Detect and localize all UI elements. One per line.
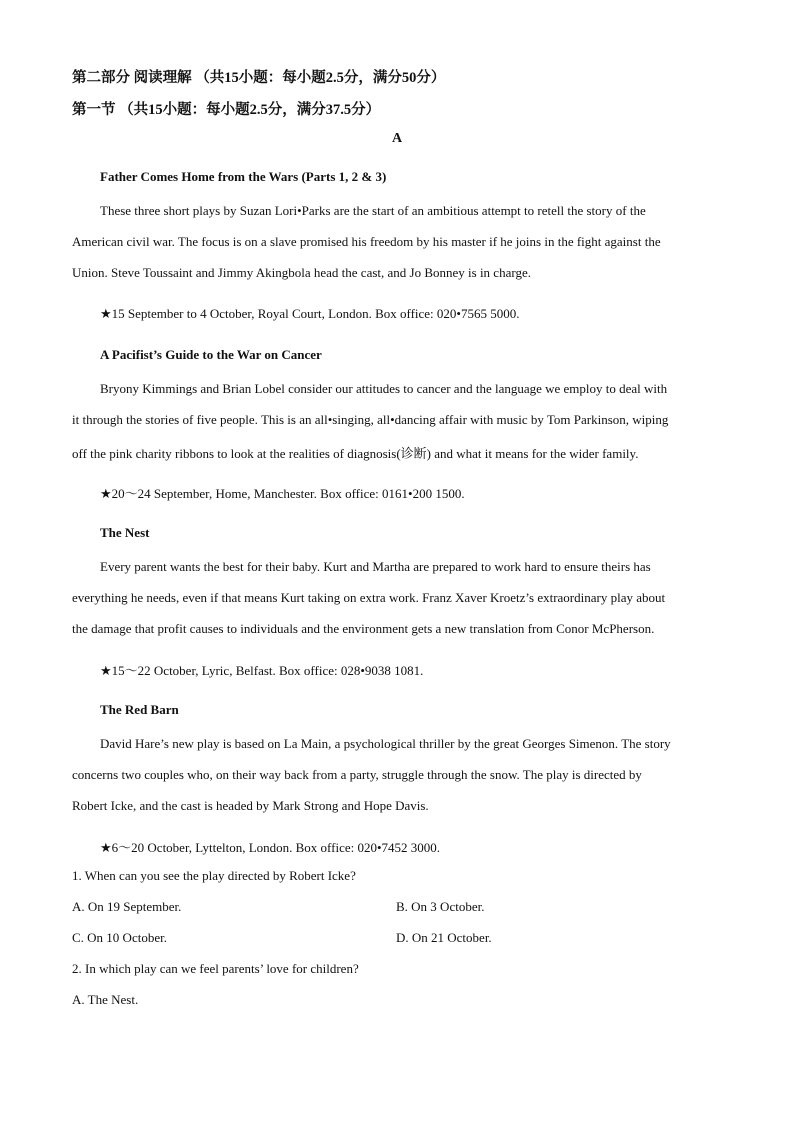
play-description-line: it through the stories of five people. This is an all•singing, all•dancing affair with music by Tom Parkinson, wiping xyxy=(72,412,669,427)
answer-option: A. On 19 September. xyxy=(72,899,182,914)
play-description-line: Bryony Kimmings and Brian Lobel consider our attitudes to cancer and the language we employ to deal with xyxy=(100,381,668,396)
answer-option: A. The Nest. xyxy=(72,992,139,1007)
answer-option: D. On 21 October. xyxy=(396,930,492,945)
play-info: ★6～20 October, Lyttelton, London. Box office: 020•7452 3000. xyxy=(100,840,441,855)
play-description-line: Union. Steve Toussaint and Jimmy Akingbola head the cast, and Jo Bonney is in charge. xyxy=(72,265,531,280)
part-heading: 第二部分 阅读理解 （共15小题：每小题2.5分，满分50分） xyxy=(72,70,446,86)
play-title: A Pacifist’s Guide to the War on Cancer xyxy=(100,347,322,362)
play-description-line: David Hare’s new play is based on La Main, a psychological thriller by the great Georges Simenon. The story xyxy=(100,736,671,751)
section-heading: 第一节 （共15小题：每小题2.5分，满分37.5分） xyxy=(72,102,381,118)
play-description-line: everything he needs, even if that means Kurt taking on extra work. Franz Xaver Kroetz’s extraordinary play about xyxy=(72,590,666,605)
play-description-line: off the pink charity ribbons to look at the realities of diagnosis(诊断) and what it means for the wider family. xyxy=(72,446,639,461)
play-description-line: the damage that profit causes to individuals and the environment gets a new translation from Conor McPherson. xyxy=(72,621,655,636)
play-title: The Red Barn xyxy=(100,702,179,717)
play-description-line: Every parent wants the best for their baby. Kurt and Martha are prepared to work hard to ensure theirs has xyxy=(100,559,651,574)
play-info: ★20～24 September, Home, Manchester. Box office: 0161•200 1500. xyxy=(100,486,465,501)
play-title: The Nest xyxy=(100,525,150,540)
play-info: ★15 September to 4 October, Royal Court, London. Box office: 020•7565 5000. xyxy=(100,306,520,321)
question-stem: 2. In which play can we feel parents’ love for children? xyxy=(72,961,359,976)
play-description-line: concerns two couples who, on their way back from a party, struggle through the snow. The play is directed by xyxy=(72,767,642,782)
play-description-line: Robert Icke, and the cast is headed by Mark Strong and Hope Davis. xyxy=(72,798,429,813)
play-description-line: These three short plays by Suzan Lori•Parks are the start of an ambitious attempt to retell the story of the xyxy=(100,203,646,218)
answer-option: C. On 10 October. xyxy=(72,930,167,945)
play-description-line: American civil war. The focus is on a slave promised his freedom by his master if he joins in the fight against the xyxy=(72,234,661,249)
answer-option: B. On 3 October. xyxy=(396,899,485,914)
play-title: Father Comes Home from the Wars (Parts 1, 2 & 3) xyxy=(100,169,387,184)
question-stem: 1. When can you see the play directed by Robert Icke? xyxy=(72,868,356,883)
passage-letter: A xyxy=(391,131,403,146)
play-info: ★15～22 October, Lyric, Belfast. Box office: 028•9038 1081. xyxy=(100,663,424,678)
